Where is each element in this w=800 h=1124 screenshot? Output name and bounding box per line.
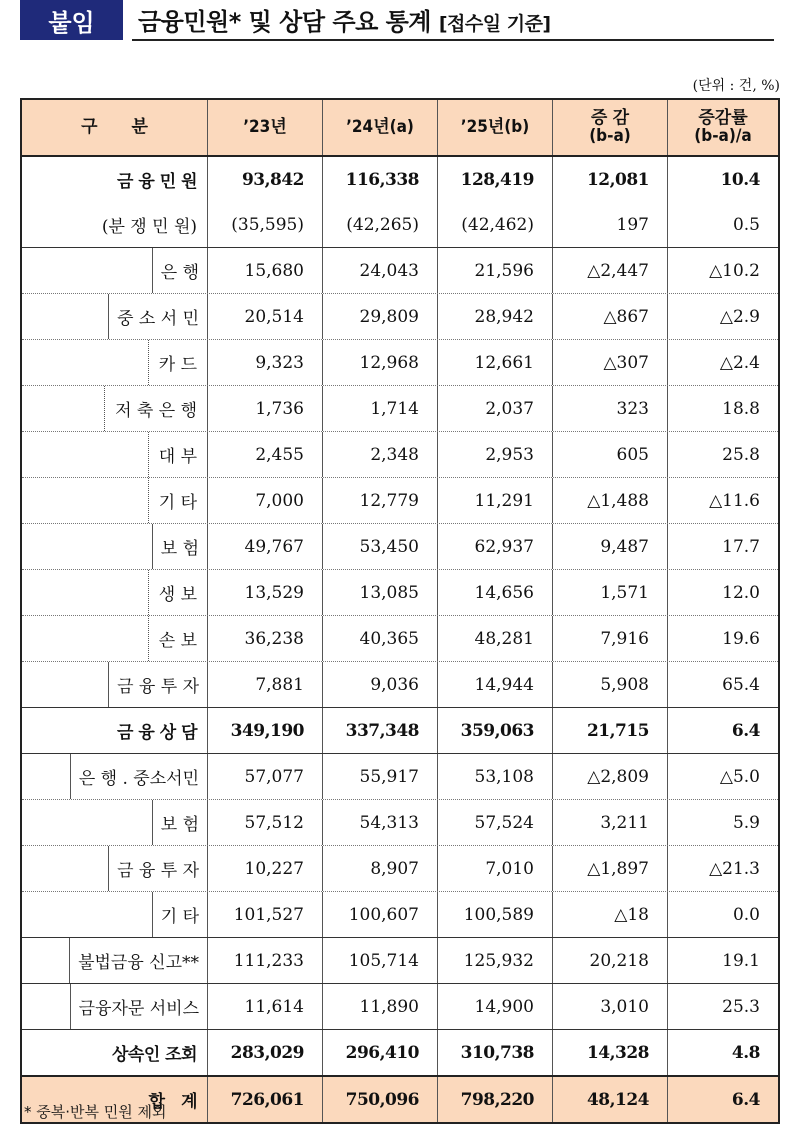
table-row [22, 754, 778, 800]
row-label-cell [22, 892, 207, 937]
row-label [152, 800, 207, 845]
value-cell: 3,211 [552, 800, 667, 845]
table-row [22, 938, 778, 984]
row-label-text: 보 험 [160, 539, 199, 559]
value-cell: △10.2 [667, 248, 778, 293]
attachment-badge: 붙임 [20, 0, 123, 40]
value-cell: 6.4 [667, 1077, 778, 1122]
row-label-cell [22, 846, 207, 891]
value-cell: 19.6 [667, 616, 778, 661]
row-label-cell [22, 616, 207, 661]
row-label-text: 금 융 민 원 [117, 172, 197, 192]
value-cell: 7,881 [207, 662, 322, 707]
statistics-table [20, 98, 780, 1124]
row-label [107, 157, 207, 202]
row-label-cell [22, 248, 207, 293]
row-label [108, 662, 207, 707]
value-cell: 100,607 [322, 892, 437, 937]
row-label-cell [22, 800, 207, 845]
row-label-text: 금 융 투 자 [117, 861, 199, 881]
row-label-cell [22, 157, 207, 202]
row-label-text: 카 드 [158, 355, 197, 375]
value-cell: 54,313 [322, 800, 437, 845]
row-label-text: 대 부 [158, 447, 197, 467]
value-cell: 283,029 [207, 1030, 322, 1075]
row-label [148, 570, 207, 615]
table-row [22, 984, 778, 1030]
row-label-text: 상속인 조회 [111, 1045, 197, 1065]
value-cell: △1,897 [552, 846, 667, 891]
table-row [22, 708, 778, 754]
row-label-text: 은 행 . 중소서민 [78, 769, 199, 789]
row-label-text: 중 소 서 민 [117, 309, 199, 329]
value-cell: 18.8 [667, 386, 778, 431]
value-cell: 0.0 [667, 892, 778, 937]
value-cell: 11,614 [207, 984, 322, 1029]
row-label-cell [22, 754, 207, 799]
row-label-cell [22, 478, 207, 523]
table-row [22, 248, 778, 294]
value-cell: 2,348 [322, 432, 437, 477]
value-cell: 296,410 [322, 1030, 437, 1075]
value-cell: 29,809 [322, 294, 437, 339]
row-label-cell [22, 294, 207, 339]
value-cell: 62,937 [437, 524, 552, 569]
value-cell: 349,190 [207, 708, 322, 753]
value-cell: 1,714 [322, 386, 437, 431]
value-cell: 65.4 [667, 662, 778, 707]
value-cell: 12,968 [322, 340, 437, 385]
row-label-text: 기 타 [158, 493, 197, 513]
column-header: 증 감 (b-a) [552, 100, 667, 155]
row-label-text: 생 보 [158, 585, 197, 605]
value-cell: 100,589 [437, 892, 552, 937]
value-cell: △2.4 [667, 340, 778, 385]
value-cell: 2,037 [437, 386, 552, 431]
value-cell: 125,932 [437, 938, 552, 983]
row-label-cell [22, 202, 207, 247]
page-title [138, 2, 551, 37]
value-cell: 605 [552, 432, 667, 477]
value-cell: 93,842 [207, 157, 322, 202]
row-label-text: 기 타 [160, 907, 199, 927]
value-cell: 21,715 [552, 708, 667, 753]
value-cell: 7,010 [437, 846, 552, 891]
row-label-text: (분 쟁 민 원) [101, 217, 197, 237]
value-cell: 17.7 [667, 524, 778, 569]
row-label-text: 금 융 투 자 [117, 677, 199, 697]
row-label [148, 478, 207, 523]
table-row [22, 386, 778, 432]
value-cell: 20,218 [552, 938, 667, 983]
column-header: ’23년 [207, 100, 322, 155]
title-rule [132, 39, 774, 41]
table-row [22, 616, 778, 662]
value-cell: (42,462) [437, 202, 552, 247]
row-label-cell [22, 340, 207, 385]
value-cell: 13,085 [322, 570, 437, 615]
value-cell: 11,291 [437, 478, 552, 523]
column-header: 증감률 (b-a)/a [667, 100, 778, 155]
table-row [22, 1030, 778, 1075]
row-label-text: 손 보 [158, 631, 197, 651]
table-header [22, 100, 778, 157]
row-label-cell [22, 386, 207, 431]
row-label-cell [22, 524, 207, 569]
table-row [22, 662, 778, 708]
value-cell: △867 [552, 294, 667, 339]
unit-label: (단위 : 건, %) [692, 78, 780, 94]
value-cell: 19.1 [667, 938, 778, 983]
column-header: 구 분 [81, 116, 148, 137]
value-cell: 14,900 [437, 984, 552, 1029]
value-cell: 2,455 [207, 432, 322, 477]
row-label-cell [22, 570, 207, 615]
value-cell: 7,916 [552, 616, 667, 661]
row-label-cell [22, 662, 207, 707]
value-cell: 15,680 [207, 248, 322, 293]
value-cell: △2,809 [552, 754, 667, 799]
value-cell: △1,488 [552, 478, 667, 523]
row-label-text: 보 험 [160, 815, 199, 835]
table-row [22, 478, 778, 524]
value-cell: 5.9 [667, 800, 778, 845]
value-cell: 48,281 [437, 616, 552, 661]
value-cell: △307 [552, 340, 667, 385]
value-cell: (35,595) [207, 202, 322, 247]
value-cell: 0.5 [667, 202, 778, 247]
row-label-cell [22, 432, 207, 477]
column-header: ’25년(b) [437, 100, 552, 155]
value-cell: 12,081 [552, 157, 667, 202]
value-cell: 14,944 [437, 662, 552, 707]
row-label-cell [22, 938, 207, 983]
value-cell: 57,077 [207, 754, 322, 799]
row-label [92, 202, 207, 247]
value-cell: 6.4 [667, 708, 778, 753]
row-label [70, 984, 207, 1029]
row-label [108, 294, 207, 339]
value-cell: 11,890 [322, 984, 437, 1029]
value-cell: 197 [552, 202, 667, 247]
value-cell: 53,450 [322, 524, 437, 569]
value-cell: 48,124 [552, 1077, 667, 1122]
value-cell: 128,419 [437, 157, 552, 202]
value-cell: 57,524 [437, 800, 552, 845]
table-row [22, 294, 778, 340]
value-cell: 310,738 [437, 1030, 552, 1075]
row-label [152, 892, 207, 937]
row-label-cell [22, 1030, 207, 1075]
value-cell: 20,514 [207, 294, 322, 339]
table-row [22, 892, 778, 938]
value-cell: 21,596 [437, 248, 552, 293]
row-label [107, 708, 207, 753]
row-label [148, 340, 207, 385]
value-cell: 25.3 [667, 984, 778, 1029]
value-cell: 101,527 [207, 892, 322, 937]
value-cell: 798,220 [437, 1077, 552, 1122]
value-cell: 10.4 [667, 157, 778, 202]
table-row [22, 202, 778, 248]
row-label-text: 금 융 상 담 [117, 723, 197, 743]
row-label-text: 합 계 [148, 1092, 197, 1112]
row-label-cell [22, 984, 207, 1029]
value-cell: 12,661 [437, 340, 552, 385]
value-cell: 49,767 [207, 524, 322, 569]
value-cell: 116,338 [322, 157, 437, 202]
value-cell: 2,953 [437, 432, 552, 477]
value-cell: 9,036 [322, 662, 437, 707]
value-cell: 359,063 [437, 708, 552, 753]
row-label [69, 938, 207, 983]
value-cell: 24,043 [322, 248, 437, 293]
value-cell: 57,512 [207, 800, 322, 845]
value-cell: 323 [552, 386, 667, 431]
value-cell: 9,487 [552, 524, 667, 569]
row-label-text: 은 행 [160, 263, 199, 283]
row-label [152, 248, 207, 293]
value-cell: 726,061 [207, 1077, 322, 1122]
value-cell: 12.0 [667, 570, 778, 615]
value-cell: 7,000 [207, 478, 322, 523]
row-label [148, 432, 207, 477]
row-label-text: 불법금융 신고** [78, 953, 199, 973]
title-sub: [접수일 기준] [438, 13, 551, 35]
value-cell: 10,227 [207, 846, 322, 891]
value-cell: 8,907 [322, 846, 437, 891]
title-main: 금융민원* 및 상담 주요 통계 [138, 8, 431, 36]
value-cell: 9,323 [207, 340, 322, 385]
value-cell: 53,108 [437, 754, 552, 799]
value-cell: 36,238 [207, 616, 322, 661]
row-label-cell [22, 708, 207, 753]
table-row [22, 340, 778, 386]
value-cell: 1,571 [552, 570, 667, 615]
value-cell: 3,010 [552, 984, 667, 1029]
value-cell: △18 [552, 892, 667, 937]
value-cell: 111,233 [207, 938, 322, 983]
value-cell: 28,942 [437, 294, 552, 339]
value-cell: 25.8 [667, 432, 778, 477]
value-cell: 55,917 [322, 754, 437, 799]
table-row [22, 524, 778, 570]
row-label [152, 524, 207, 569]
value-cell: 750,096 [322, 1077, 437, 1122]
row-label-text: 저 축 은 행 [115, 401, 197, 421]
value-cell: (42,265) [322, 202, 437, 247]
table-row [22, 800, 778, 846]
value-cell: △21.3 [667, 846, 778, 891]
value-cell: 105,714 [322, 938, 437, 983]
row-label [104, 386, 207, 431]
value-cell: 337,348 [322, 708, 437, 753]
row-label [102, 1030, 207, 1075]
column-header: ’24년(a) [322, 100, 437, 155]
row-label [70, 754, 207, 799]
value-cell: △2,447 [552, 248, 667, 293]
value-cell: 1,736 [207, 386, 322, 431]
row-label-text: 금융자문 서비스 [78, 999, 199, 1019]
table-row [22, 157, 778, 202]
row-label [148, 616, 207, 661]
value-cell: 14,656 [437, 570, 552, 615]
table-row [22, 846, 778, 892]
value-cell: 13,529 [207, 570, 322, 615]
footnote: * 중복·반복 민원 제외 [24, 1103, 167, 1121]
row-label [108, 846, 207, 891]
value-cell: 4.8 [667, 1030, 778, 1075]
value-cell: △11.6 [667, 478, 778, 523]
value-cell: 12,779 [322, 478, 437, 523]
value-cell: △2.9 [667, 294, 778, 339]
value-cell: 5,908 [552, 662, 667, 707]
value-cell: 14,328 [552, 1030, 667, 1075]
value-cell: △5.0 [667, 754, 778, 799]
table-row [22, 570, 778, 616]
table-row [22, 432, 778, 478]
value-cell: 40,365 [322, 616, 437, 661]
